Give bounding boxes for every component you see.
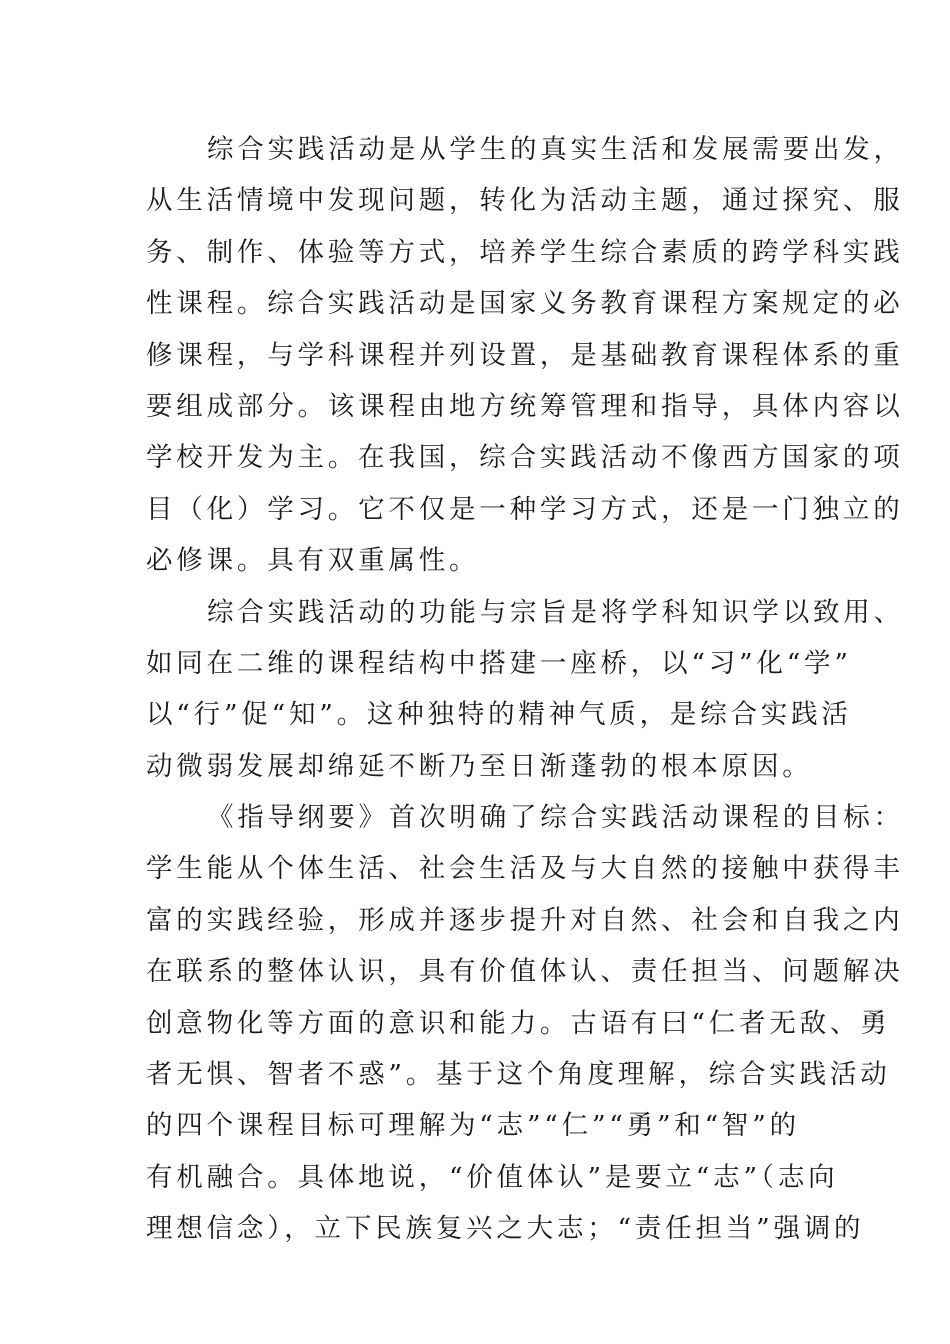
paragraph-line: 要组成部分。该课程由地方统筹管理和指导，具体内容以 <box>146 390 904 422</box>
paragraph-line: 《指导纲要》首次明确了综合实践活动课程的目标： <box>207 802 904 834</box>
paragraph-line: 动微弱发展却绵延不断乃至日渐蓬勃的根本原因。 <box>146 750 813 782</box>
paragraph-line: 从生活情境中发现问题，转化为活动主题，通过探究、服 <box>146 185 904 217</box>
paragraph-line: 综合实践活动是从学生的真实生活和发展需要出发， <box>207 134 904 165</box>
paragraph-line: 如同在二维的课程结构中搭建一座桥，以“习”化“学” <box>146 647 852 679</box>
paragraph-line: 富的实践经验，形成并逐步提升对自然、社会和自我之内 <box>146 904 904 936</box>
paragraph-line: 者无惧、智者不惑”。基于这个角度理解，综合实践活动 <box>146 1059 891 1091</box>
paragraph-2 <box>146 587 904 793</box>
paragraph-line: 务、制作、体验等方式，培养学生综合素质的跨学科实践 <box>146 236 904 268</box>
paragraph-line: 修课程，与学科课程并列设置，是基础教育课程体系的重 <box>146 339 904 371</box>
paragraph-line: 在联系的整体认识，具有价值体认、责任担当、问题解决 <box>146 956 904 988</box>
paragraph-3 <box>146 792 904 1255</box>
paragraph-1 <box>146 124 904 587</box>
paragraph-line: 性课程。综合实践活动是国家义务教育课程方案规定的必 <box>146 288 904 320</box>
paragraph-line: 学生能从个体生活、社会生活及与大自然的接触中获得丰 <box>146 853 904 885</box>
paragraph-line: 有机融合。具体地说，“价值体认”是要立“志”（志向 <box>146 1161 839 1193</box>
paragraph-line: 学校开发为主。在我国，综合实践活动不像西方国家的项 <box>146 442 904 474</box>
paragraph-line: 目（化）学习。它不仅是一种学习方式，还是一门独立的 <box>146 493 904 525</box>
paragraph-line: 理想信念），立下民族复兴之大志；“责任担当”强调的 <box>146 1213 865 1245</box>
document-body <box>146 124 904 1255</box>
paragraph-line: 必修课。具有双重属性。 <box>146 545 480 577</box>
paragraph-line: 的四个课程目标可理解为“志”“仁”“勇”和“智”的 <box>146 1110 800 1142</box>
paragraph-line: 综合实践活动的功能与宗旨是将学科知识学以致用、 <box>207 596 904 628</box>
paragraph-line: 以“行”促“知”。这种独特的精神气质，是综合实践活 <box>146 699 852 731</box>
paragraph-line: 创意物化等方面的意识和能力。古语有曰“仁者无敌、勇 <box>146 1007 891 1039</box>
